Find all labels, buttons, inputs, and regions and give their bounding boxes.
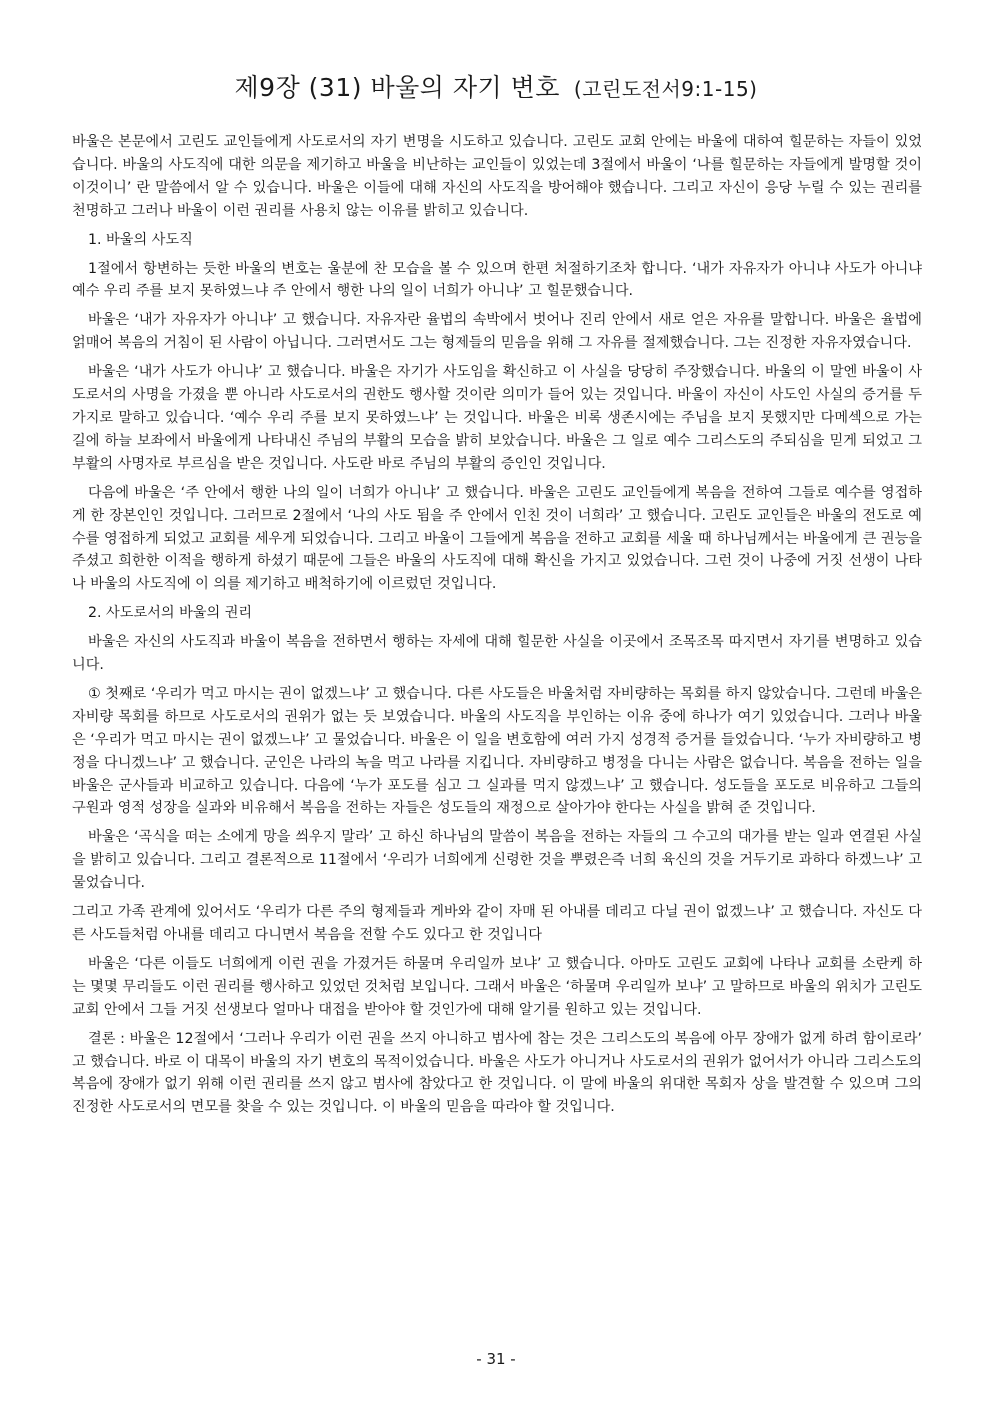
body-paragraph: 바울은 ‘곡식을 떠는 소에게 망을 씌우지 말라’ 고 하신 하나님의 말씀이 복음을 전하는 자들의 그 수고의 대가를 받는 일과 연결된 사실을 밝히고 있습니다. 그리고 결론적으로 11절에서 ‘우리가 너희에게 신령한 것을 뿌렸은즉 너희 육신의 것을 거두기로 과하다 하겠느냐’ 고 물었습니다.	[72, 829, 922, 892]
page-number: - 31 -	[476, 1350, 516, 1368]
section-heading-rights: 2. 사도로서의 바울의 권리	[88, 605, 253, 622]
body-paragraph: ① 첫째로 ‘우리가 먹고 마시는 권이 없겠느냐’ 고 했습니다. 다른 사도들은 바울처럼 자비량하는 목회를 하지 않았습니다. 그런데 바울은 자비량 목회를 하므로 사도로서의 권위가 없는 듯 보였습니다. 바울의 사도직을 부인하는 이유 중에 하나가 여기 있었습니다. 그러나 바울은 ‘우리가 먹고 마시는 권이 없겠느냐’ 고 물었습니다. 바울은 이 일을 변호함에 여러 가지 성경적 증거를 들었습니다. ‘누가 자비량하고 병정을 다니겠느냐’ 고 했습니다. 군인은 나라의 녹을 먹고 나라를 지킵니다. 자비량하고 병정을 다니는 사람은 없습니다. 복음을 전하는 일을 바울은 군사들과 비교하고 있습니다. 다음에 ‘누가 포도를 심고 그 실과를 먹지 않겠느냐’ 고 했습니다. 성도들을 포도로 비유하고 그들의 구원과 영적 성장을 실과와 비유해서 복음을 전하는 자들은 성도들의 재정으로 살아가야 한다는 사실을 밝혀 준 것입니다.	[72, 685, 922, 817]
scripture-reference: (고린도전서9:1-15)	[573, 77, 758, 101]
section-heading-apostleship: 1. 바울의 사도직	[88, 231, 193, 248]
body-paragraph: 바울은 ‘내가 자유자가 아니냐’ 고 했습니다. 자유자란 율법의 속박에서 벗어나 진리 안에서 새로 얻은 자유를 말합니다. 바울은 율법에 얽매어 복음의 거침이 된 사람이 아닙니다. 그러면서도 그는 형제들의 믿음을 위해 그 자유를 절제했습니다. 그는 진정한 자유자였습니다.	[72, 312, 922, 352]
body-paragraph: 1절에서 항변하는 듯한 바울의 변호는 울분에 찬 모습을 볼 수 있으며 한편 처절하기조차 합니다. ‘내가 자유자가 아니냐 사도가 아니냐 예수 우리 주를 보지 못하였느냐 주 안에서 행한 나의 일이 너희가 아니냐’ 고 힐문했습니다.	[72, 260, 922, 300]
body-paragraph: 그리고 가족 관계에 있어서도 ‘우리가 다른 주의 형제들과 게바와 같이 자매 된 아내를 데리고 다닐 권이 없겠느냐’ 고 했습니다. 자신도 다른 사도들처럼 아내를 데리고 다니면서 복음을 전할 수도 있다고 한 것입니다	[72, 904, 922, 943]
body-paragraph: 바울은 자신의 사도직과 바울이 복음을 전하면서 행하는 자세에 대해 힐문한 사실을 이곳에서 조목조목 따지면서 자기를 변명하고 있습니다.	[72, 634, 922, 674]
body-paragraph: 다음에 바울은 ‘주 안에서 행한 나의 일이 너희가 아니냐’ 고 했습니다. 바울은 고린도 교인들에게 복음을 전하여 그들로 예수를 영접하게 한 장본인인 것입니다. 그러므로 2절에서 ‘나의 사도 됨을 주 안에서 인친 것이 너희라’ 고 했습니다. 고린도 교인들은 바울의 전도로 예수를 영접하게 되었고 교회를 세우게 되었습니다. 그리고 바울이 그들에게 복음을 전하고 교회를 세울 때 하나님께서는 바울에게 큰 권능을 주셨고 희한한 이적을 행하게 하셨기 때문에 그들은 바울의 사도직에 대해 확신을 가지고 있었습니다. 그런 것이 나중에 거짓 선생이 나타나 바울의 사도직에 이 의를 제기하고 배척하기에 이르렀던 것입니다.	[72, 484, 922, 593]
body-paragraph: 바울은 ‘다른 이들도 너희에게 이런 권을 가졌거든 하물며 우리일까 보냐’ 고 했습니다. 아마도 고린도 교회에 나타나 교회를 소란케 하는 몇몇 무리들도 이런 권리를 행사하고 있었던 것처럼 보입니다. 그래서 바울은 ‘하물며 우리일까 보냐’ 고 말하므로 바울의 위치가 고린도 교회 안에서 그들 거짓 선생보다 얼마나 대접을 받아야 할 것인가에 대해 알기를 원하고 있는 것입니다.	[72, 955, 922, 1018]
page-title	[0, 68, 992, 104]
body-paragraph: 바울은 ‘내가 사도가 아니냐’ 고 했습니다. 바울은 자기가 사도임을 확신하고 이 사실을 당당히 주장했습니다. 바울의 이 말엔 바울이 사도로서의 사명을 가졌을 뿐 아니라 사도로서의 권한도 행사할 것이란 의미가 들어 있는 것입니다. 바울이 자신이 사도인 사실의 증거를 두 가지로 말하고 있습니다. ‘예수 우리 주를 보지 못하였느냐’ 는 것입니다. 바울은 비록 생존시에는 주님을 보지 못했지만 다메섹으로 가는 길에 하늘 보좌에서 바울에게 나타내신 주님의 부활의 모습을 밝히 보았습니다. 바울은 그 일로 예수 그리스도의 주되심을 믿게 되었고 그 부활의 사명자로 부르심을 받은 것입니다. 사도란 바로 주님의 부활의 증인인 것입니다.	[72, 364, 922, 472]
chapter-title: 제9장 (31) 바울의 자기 변호	[234, 73, 560, 102]
conclusion-paragraph: 결론 : 바울은 12절에서 ‘그러나 우리가 이런 권을 쓰지 아니하고 범사에 참는 것은 그리스도의 복음에 아무 장애가 없게 하려 함이로라’ 고 했습니다. 바로 이 대목이 바울의 자기 변호의 목적이었습니다. 바울은 사도가 아니거나 사도로서의 권위가 없어서가 아니라 그리스도의 복음에 장애가 없기 위해 이런 권리를 쓰지 않고 범사에 참았다고 한 것입니다. 이 말에 바울의 위대한 목회자 상을 발견할 수 있으며 그의 진정한 사도로서의 면모를 찾을 수 있는 것입니다. 이 바울의 믿음을 따라야 할 것입니다.	[72, 1030, 922, 1116]
intro-paragraph: 바울은 본문에서 고린도 교인들에게 사도로서의 자기 변명을 시도하고 있습니다. 고린도 교회 안에는 바울에 대하여 힐문하는 자들이 있었습니다. 바울의 사도직에 대한 의문을 제기하고 바울을 비난하는 교인들이 있었는데 3절에서 바울이 ‘나를 힐문하는 자들에게 발명할 것이 이것이니’ 란 말씀에서 알 수 있습니다. 바울은 이들에 대해 자신의 사도직을 방어해야 했습니다. 그리고 자신이 응당 누릴 수 있는 권리를 천명하고 그러나 바울이 이런 권리를 사용치 않는 이유를 밝히고 있습니다.	[72, 134, 922, 219]
document-body	[72, 131, 922, 1125]
